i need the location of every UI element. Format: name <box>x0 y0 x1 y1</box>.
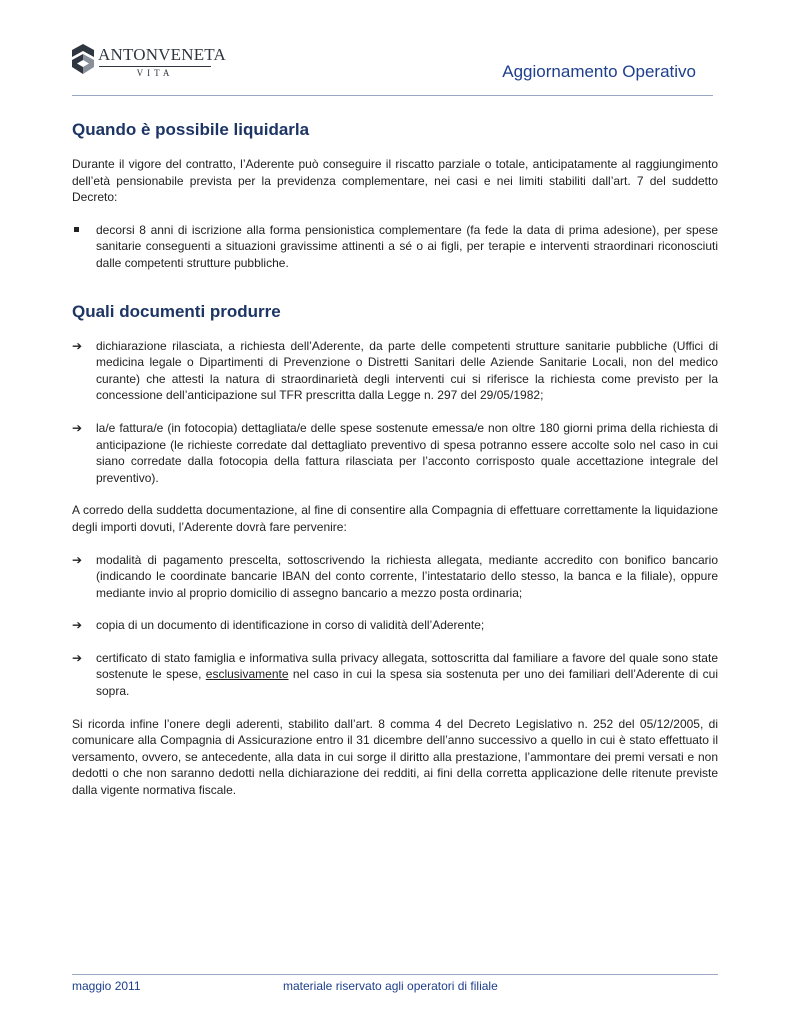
square-bullet-icon <box>74 227 79 232</box>
right-arrow-icon: ➔ <box>72 618 83 633</box>
brand-divider <box>99 66 211 67</box>
right-arrow-icon: ➔ <box>72 420 83 435</box>
middle-paragraph: A corredo della suddetta documentazione, al fine di consentire alla Compagnia di effettuare correttamente la liquidazione degli importi dovuti, l’Aderente dovrà fare pervenire: <box>72 503 718 534</box>
list-item-text: copia di un documento di identificazione in corso di validità dell’Aderente; <box>96 618 485 633</box>
footer-note: materiale riservato agli operatori di filiale <box>283 979 498 993</box>
list-item <box>72 338 718 404</box>
list-item-text-before: certificato di stato famiglia e informativa sulla privacy allegata, sottoscritta dal familiare a favore del quale sono state sostenute le spese, <box>96 650 718 682</box>
requirements-list <box>72 552 718 700</box>
brand-name: ANTONVENETA <box>98 45 227 64</box>
footer-date: maggio 2011 <box>72 979 141 993</box>
section-intro-paragraph: Durante il vigore del contratto, l’Aderente può conseguire il riscatto parziale o totale, anticipatamente al raggiungimento dell’età pensionabile prevista per la previdenza complementare, nei casi e nei limiti stabiliti dall’art. 7 del suddetto Decreto: <box>72 157 718 205</box>
section-heading-documents: Quali documenti produrre <box>72 301 281 321</box>
right-arrow-icon: ➔ <box>72 338 83 353</box>
antonveneta-logo-icon <box>72 44 94 74</box>
list-item-text: la/e fattura/e (in fotocopia) dettagliata/e delle spese sostenute emessa/e non oltre 180 giorni prima della richiesta di anticipazione (le richieste corredate dal dettagliato preventivo di spesa potranno essere accolte solo nel caso in cui siano corredate dalla fotocopia della fattura rilasciata per l’acconto corrisposto quale accettazione integrale del preventivo). <box>96 420 718 485</box>
list-item <box>72 650 718 700</box>
documents-list <box>72 338 718 487</box>
brand-subtitle: VITA <box>136 68 174 78</box>
conditions-list <box>72 222 718 272</box>
header-divider <box>72 95 713 96</box>
brand-logo <box>72 44 227 80</box>
list-item-text: modalità di pagamento prescelta, sottoscrivendo la richiesta allegata, mediante accredito con bonifico bancario (indicando le coordinate bancarie IBAN del conto corrente, l’intestatario dello stesso, la banca e la filiale), oppure mediante invio al proprio domicilio di assegno bancario a mezzo posta ordinaria; <box>96 552 718 600</box>
list-item-text: dichiarazione rilasciata, a richiesta dell’Aderente, da parte delle competenti strutture sanitarie pubbliche (Uffici di medicina legale o Dipartimenti di Prevenzione o Distretti Sanitari delle Aziende Sanitarie Locali, non del medico curante) che attesti la natura di straordinarietà degli interventi cui si riferisce la richiesta come previsto per la concessione dell’anticipazione sul TFR prescritta dalla Legge n. 297 del 29/05/1982; <box>96 338 718 403</box>
right-arrow-icon: ➔ <box>72 650 83 665</box>
closing-paragraph: Si ricorda infine l’onere degli aderenti, stabilito dall’art. 8 comma 4 del Decreto Legislativo n. 252 del 05/12/2005, di comunicare alla Compagnia di Assicurazione entro il 31 dicembre dell’anno successivo a quello in cui è stato effettuato il versamento, ovvero, se antecedente, alla data in cui sorge il diritto alla prestazione, l’ammontare dei premi versati e non dedotti o che non saranno dedotti nella dichiarazione dei redditi, ai fini della corretta applicazione delle ritenute previste dalla vigente normativa fiscale. <box>72 716 718 798</box>
list-item-text: decorsi 8 anni di iscrizione alla forma pensionistica complementare (fa fede la data di prima adesione), per spese sanitarie conseguenti a situazioni gravissime attinenti a sé o ai figli, per terapie e interventi straordinari riconosciuti dalle competenti strutture pubbliche. <box>96 222 718 270</box>
list-item <box>72 420 718 486</box>
list-item <box>72 552 718 602</box>
list-item <box>72 617 718 634</box>
right-arrow-icon: ➔ <box>72 552 83 567</box>
emphasis-underlined: esclusivamente <box>205 667 289 682</box>
footer-divider <box>72 974 718 975</box>
document-body <box>72 118 718 799</box>
section-heading-when: Quando è possibile liquidarla <box>72 120 310 139</box>
document-title: Aggiornamento Operativo <box>502 62 696 81</box>
list-item <box>72 222 718 272</box>
list-item-text-after: nel caso in cui la spesa sia sostenuta per uno dei familiari dell’Aderente di cui sopra. <box>96 667 719 699</box>
